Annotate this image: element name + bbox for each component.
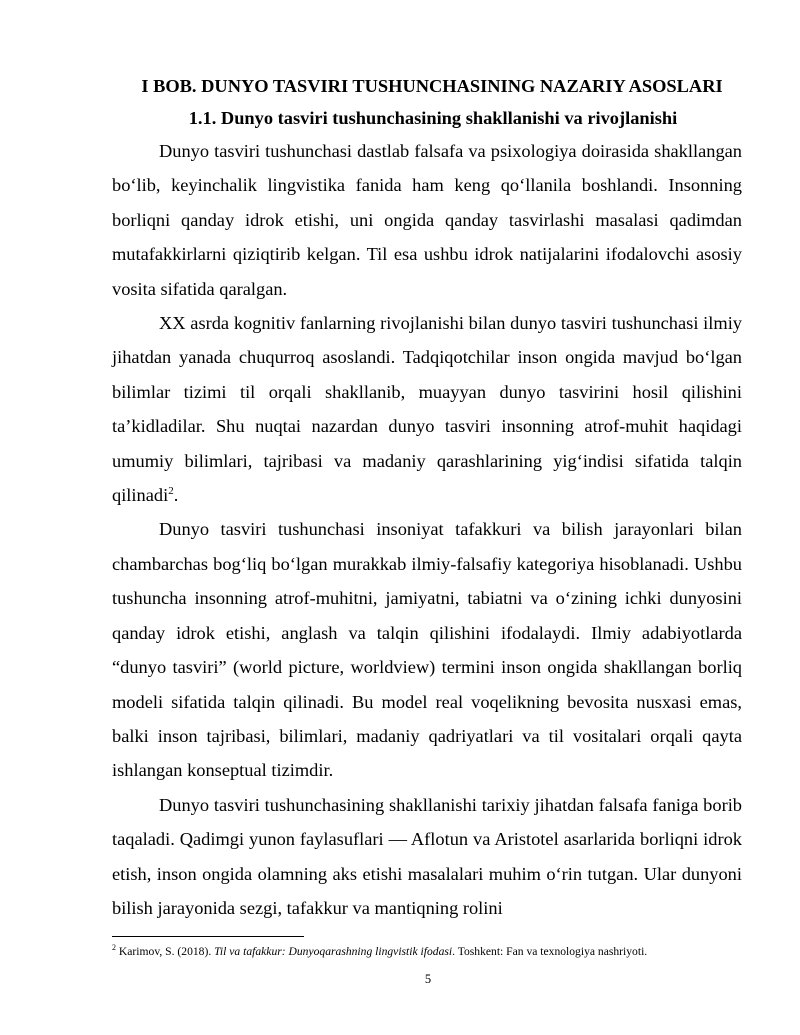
footnote-publisher: . Toshkent: Fan va texnologiya nashriyoti.	[452, 945, 648, 958]
paragraph-4: Dunyo tasviri tushunchasining shakllanishi tarixiy jihatdan falsafa faniga borib taqaladi. Qadimgi yunon faylasuflari — Aflotun va Aristotel asarlarida borliqni idrok etish, inson ongida olamning aks etishi masalalari muhim o‘rin tutgan. Ular dunyoni bilish jarayonida sezgi, tafakkur va mantiqning rolini	[112, 794, 742, 918]
footnote-author: Karimov, S. (2018).	[118, 945, 212, 958]
section-title: 1.1. Dunyo tasviri tushunchasining shakllanishi va rivojlanishi	[188, 108, 678, 128]
paragraph-2	[112, 306, 742, 512]
footnote	[112, 944, 752, 960]
paragraph-2-text: XX asrda kognitiv fanlarning rivojlanishi bilan dunyo tasviri tushunchasi ilmiy jihatdan yanada chuqurroq asoslandi. Tadqiqotchilar inson ongida mavjud bo‘lgan bilimlar tizimi til orqali shakllanib, muayyan dunyo tasvirini hosil qilishini ta’kidladilar. Shu nuqtai nazardan dunyo tasviri insonning atrof-muhit haqidagi umumiy bilimlari, tajribasi va madaniy qarashlarining yig‘indisi sifatida talqin qilinadi	[112, 313, 742, 506]
footnote-marker: 2	[112, 943, 116, 953]
paragraph-3: Dunyo tasviri tushunchasi insoniyat tafakkuri va bilish jarayonlari bilan chambarchas bog‘liq bo‘lgan murakkab ilmiy-falsafiy kategoriya hisoblanadi. Ushbu tushuncha insonning atrof-muhitni, jamiyatni, tabiatni va o‘zining ichki dunyosini qanday idrok etishi, anglash va talqin qilishini ifodalaydi. Ilmiy adabiyotlarda “dunyo tasviri” (world picture, worldview) termini inson ongida shakllangan borliq modeli sifatida talqin qilinadi. Bu model real voqelikning bevosita nusxasi emas, balki inson tajribasi, bilimlari, madaniy qadriyatlari va til vositalari orqali qayta ishlangan konseptual tizimdir.	[112, 519, 742, 781]
document-page	[112, 70, 742, 925]
paragraph-2-end: .	[173, 485, 179, 506]
footnote-title: Til va tafakkur: Dunyoqarashning lingvistik ifodasi	[214, 945, 453, 958]
chapter-title: I BOB. DUNYO TASVIRI TUSHUNCHASINING NAZARIY ASOSLARI	[141, 76, 723, 96]
page-number: 5	[424, 972, 432, 986]
footnote-divider	[112, 936, 304, 937]
body-text	[112, 134, 742, 925]
footnote-reference[interactable]: 2	[168, 484, 174, 497]
paragraph-1: Dunyo tasviri tushunchasi dastlab falsafa va psixologiya doirasida shakllangan bo‘lib, keyinchalik lingvistika fanida ham keng qo‘llanila boshlandi. Insonning borliqni qanday idrok etishi, uni ongida qanday tasvirlashi masalasi qadimdan mutafakkirlarni qiziqtirib kelgan. Til esa ushbu idrok natijalarini ifodalovchi asosiy vosita sifatida qaralgan.	[112, 141, 742, 299]
